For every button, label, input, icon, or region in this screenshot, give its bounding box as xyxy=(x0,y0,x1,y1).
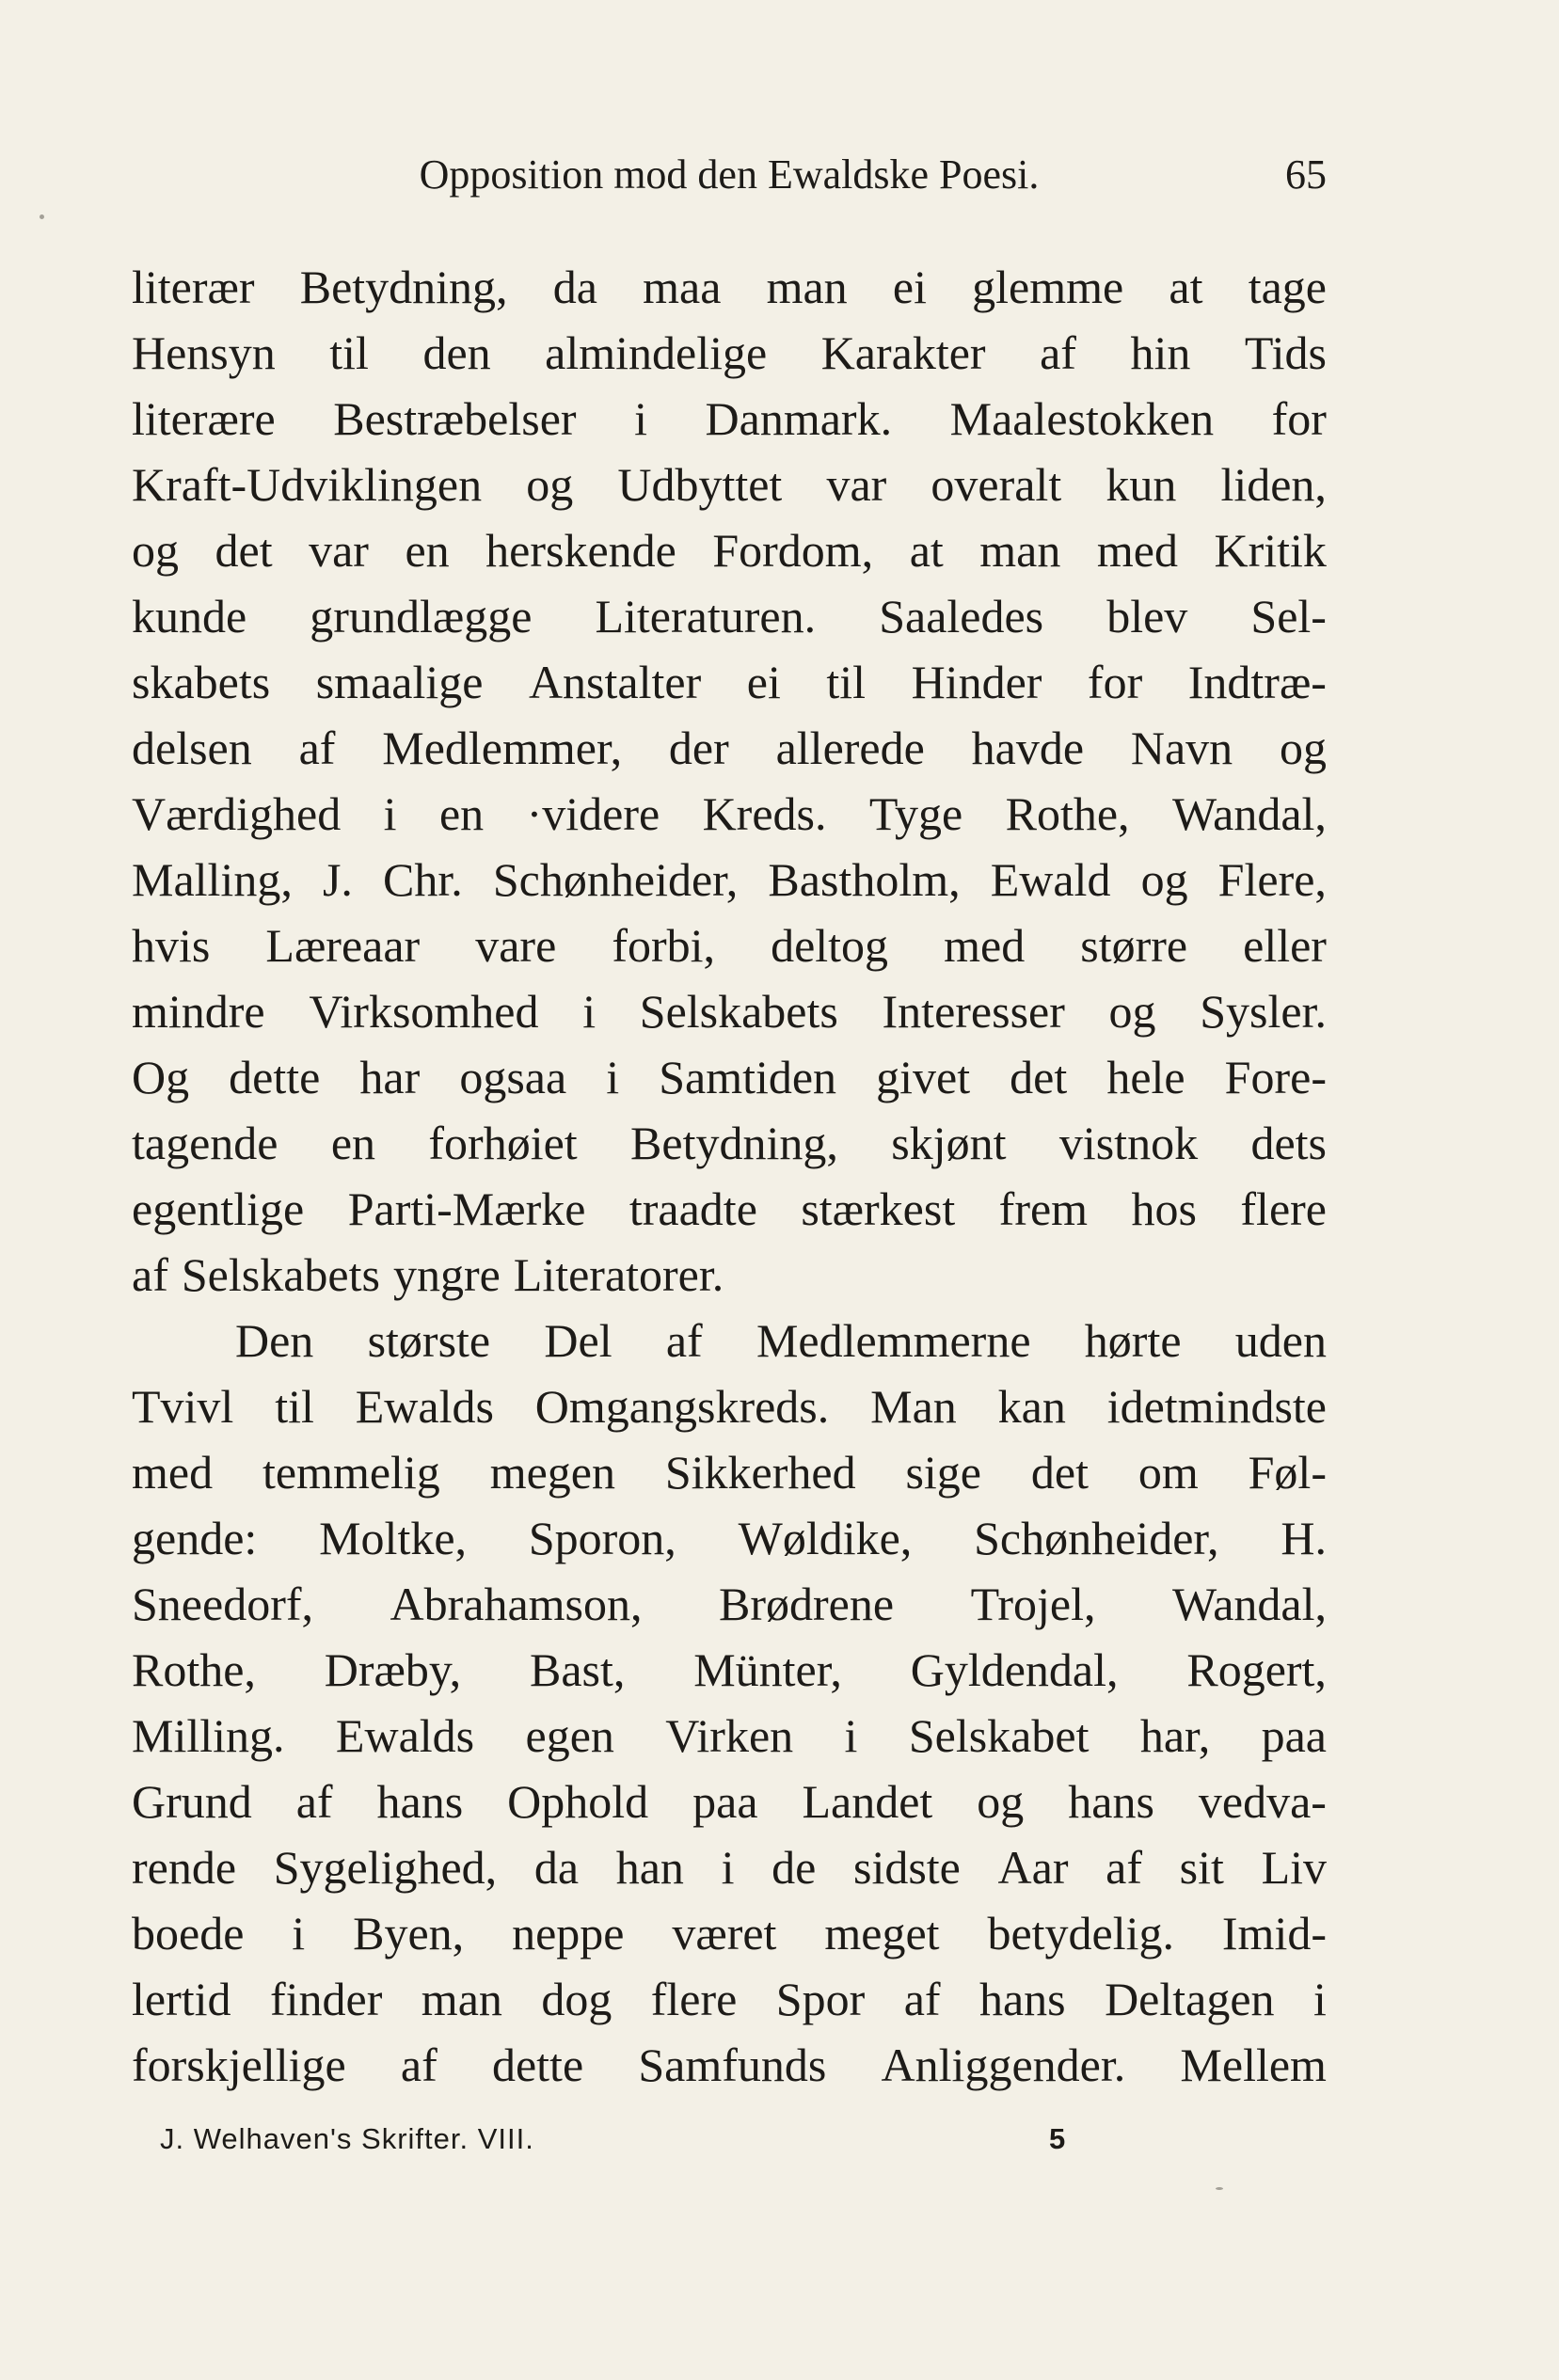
text-line: Og dette har ogsaa i Samtiden givet det hele Fore- xyxy=(132,1051,1327,1103)
text-line: Milling. Ewalds egen Virken i Selskabet har, paa xyxy=(132,1709,1327,1762)
page-number: 65 xyxy=(1285,151,1327,198)
text-line: Grund af hans Ophold paa Landet og hans vedva- xyxy=(132,1775,1327,1828)
text-line: rende Sygelighed, da han i de sidste Aar af sit Liv xyxy=(132,1841,1327,1894)
running-title: Opposition mod den Ewaldske Poesi. xyxy=(419,151,1040,198)
paper-speck xyxy=(40,214,44,219)
text-line: skabets smaalige Anstalter ei til Hinder for Indtræ- xyxy=(132,656,1327,708)
text-line: forskjellige af dette Samfunds Anliggender. Mellem xyxy=(132,2039,1327,2091)
running-head xyxy=(132,141,1327,207)
text-line: Hensyn til den almindelige Karakter af hin Tids xyxy=(132,326,1327,379)
text-line: og det var en herskende Fordom, at man med Kritik xyxy=(132,524,1327,577)
body-text xyxy=(132,254,1327,2098)
text-line: tagende en forhøiet Betydning, skjønt vistnok dets xyxy=(132,1117,1327,1169)
printer-signature-mark: 5 xyxy=(1049,2122,1067,2155)
text-line: Sneedorf, Abrahamson, Brødrene Trojel, Wandal, xyxy=(132,1578,1327,1630)
paper-speck xyxy=(1216,2187,1223,2190)
text-line: egentlige Parti-Mærke traadte stærkest frem hos flere xyxy=(132,1182,1327,1235)
text-line: Værdighed i en ·videre Kreds. Tyge Rothe, Wandal, xyxy=(132,787,1327,840)
page-footer xyxy=(160,2115,1101,2162)
text-line: Kraft-Udviklingen og Udbyttet var overalt kun liden, xyxy=(132,458,1327,511)
text-line: lertid finder man dog flere Spor af hans Deltagen i xyxy=(132,1973,1327,2025)
printer-signature-text: J. Welhaven's Skrifter. VIII. xyxy=(160,2122,534,2155)
text-line: Malling, J. Chr. Schønheider, Bastholm, Ewald og Flere, xyxy=(132,853,1327,906)
text-line: kunde grundlægge Literaturen. Saaledes blev Sel- xyxy=(132,590,1327,643)
text-line: gende: Moltke, Sporon, Wøldike, Schønheider, H. xyxy=(132,1512,1327,1564)
text-line: Tvivl til Ewalds Omgangskreds. Man kan idetmindste xyxy=(132,1380,1327,1433)
text-line: hvis Læreaar vare forbi, deltog med større eller xyxy=(132,919,1327,972)
text-line: literære Bestræbelser i Danmark. Maalestokken for xyxy=(132,392,1327,445)
text-line: boede i Byen, neppe været meget betydelig. Imid- xyxy=(132,1907,1327,1960)
text-line: af Selskabets yngre Literatorer. xyxy=(132,1248,724,1301)
text-line: delsen af Medlemmer, der allerede havde Navn og xyxy=(132,722,1327,774)
text-line: med temmelig megen Sikkerhed sige det om Føl- xyxy=(132,1446,1327,1499)
text-line: literær Betydning, da maa man ei glemme at tage xyxy=(132,261,1327,313)
text-line: Rothe, Dræby, Bast, Münter, Gyldendal, Rogert, xyxy=(132,1643,1327,1696)
text-line: mindre Virksomhed i Selskabets Interesser og Sysler. xyxy=(132,985,1327,1038)
text-line: Den største Del af Medlemmerne hørte uden xyxy=(235,1314,1327,1367)
